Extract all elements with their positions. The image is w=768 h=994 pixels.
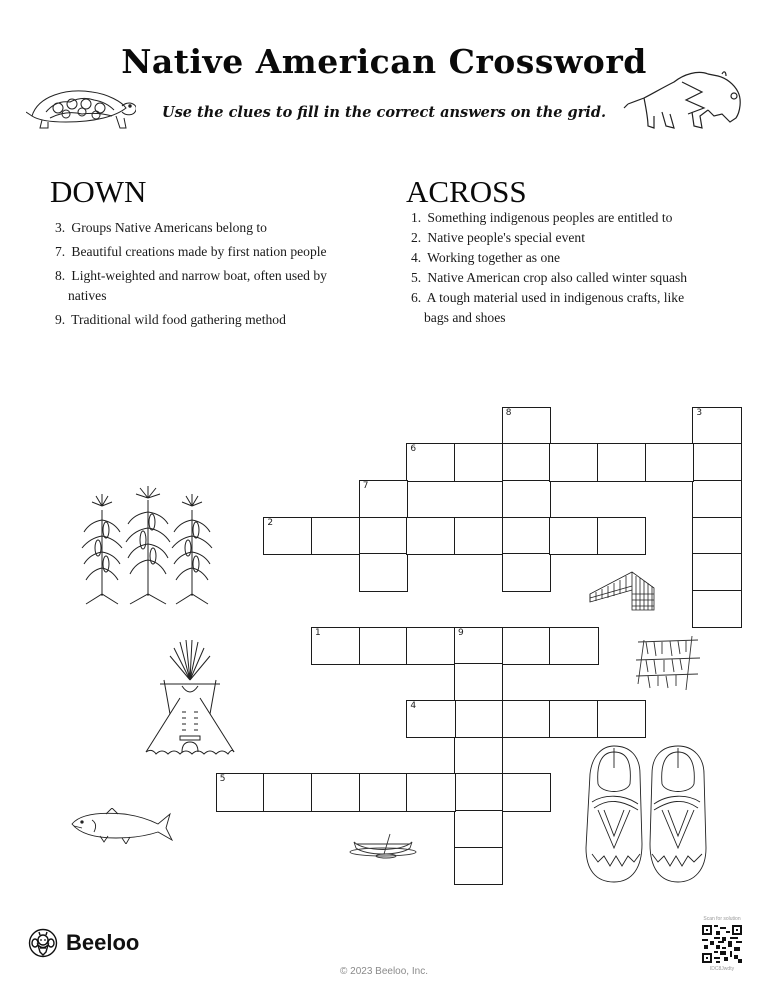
crossword-cell[interactable]: [454, 737, 503, 775]
clue-number: 2: [267, 517, 274, 528]
crossword-cell[interactable]: [549, 517, 598, 555]
clue-number: 3: [696, 407, 703, 418]
salmon-illustration: [70, 808, 174, 844]
corn-illustration: [80, 486, 220, 606]
crossword-cell[interactable]: [597, 443, 646, 481]
crossword-cell[interactable]: [263, 773, 312, 811]
canoe-illustration: [348, 832, 418, 860]
across-clue: 2. Native people's special event: [411, 230, 585, 245]
crossword-cell[interactable]: [216, 773, 265, 811]
page-title: Native American Crossword: [121, 42, 647, 81]
crossword-cell[interactable]: [692, 480, 741, 518]
crossword-cell[interactable]: [549, 700, 598, 738]
crossword-cell[interactable]: [311, 517, 360, 555]
crossword-cell[interactable]: [502, 553, 551, 591]
crossword-cell[interactable]: [454, 517, 503, 555]
crossword-cell[interactable]: [549, 443, 598, 481]
crossword-cell[interactable]: [454, 443, 503, 481]
crossword-cell[interactable]: [597, 700, 646, 738]
down-clue: 7. Beautiful creations made by first nation people: [55, 244, 327, 259]
turtle-icon: [26, 82, 136, 134]
bison-illustration: [622, 62, 758, 134]
tipi-illustration: [140, 636, 240, 760]
longhouse-icon: [588, 568, 656, 612]
crossword-cell[interactable]: [406, 517, 455, 555]
clue-number: 9: [458, 627, 464, 638]
down-clue: 9. Traditional wild food gathering method: [55, 312, 286, 327]
clue-number: 8: [505, 407, 512, 418]
crossword-cell[interactable]: [406, 627, 455, 665]
bee-icon: [28, 928, 58, 958]
qr-code-id: IDC8Jwdty: [709, 966, 735, 972]
crossword-cell[interactable]: [502, 443, 551, 481]
across-heading: ACROSS: [406, 174, 527, 209]
brand-name: Beeloo: [66, 930, 140, 955]
down-clue: 8. Light-weighted and narrow boat, often used by natives: [55, 268, 327, 303]
crossword-cell[interactable]: [454, 810, 503, 848]
moccasins-illustration: [584, 744, 708, 884]
crossword-cell[interactable]: [502, 627, 551, 665]
crossword-cell[interactable]: [359, 517, 408, 555]
beeloo-logo: [28, 928, 139, 958]
crossword-cell[interactable]: [502, 700, 551, 738]
crossword-cell[interactable]: [359, 553, 408, 591]
crossword-cell[interactable]: [692, 443, 741, 481]
crossword-cell[interactable]: [692, 553, 741, 591]
crossword-cell[interactable]: [311, 773, 360, 811]
across-clue: 4. Working together as one: [411, 250, 561, 265]
crossword-cell[interactable]: [645, 443, 694, 481]
crossword-cell[interactable]: [454, 627, 503, 665]
crossword-cell[interactable]: [454, 847, 503, 885]
crossword-cell[interactable]: [549, 627, 598, 665]
drying-rack-icon: [636, 634, 702, 692]
down-heading: DOWN: [50, 174, 147, 209]
copyright: © 2023 Beeloo, Inc.: [340, 966, 428, 977]
crossword-cell[interactable]: [692, 517, 741, 555]
crossword-cell[interactable]: [359, 480, 408, 518]
page-subtitle: Use the clues to fill in the correct answers on the grid.: [161, 104, 607, 121]
turtle-illustration: [26, 82, 136, 134]
moccasins-icon: [584, 744, 708, 884]
clue-number: 4: [410, 701, 417, 712]
across-clue: 5. Native American crop also called winter squash: [411, 270, 688, 285]
crossword-cell[interactable]: [454, 700, 503, 738]
clue-number: 1: [315, 627, 321, 638]
clue-number: 5: [219, 774, 226, 785]
down-clue: 3. Groups Native Americans belong to: [55, 220, 267, 235]
solution-qr-code[interactable]: [702, 925, 742, 963]
crossword-cell[interactable]: [406, 443, 455, 481]
crossword-cell[interactable]: [406, 773, 455, 811]
canoe-icon: [348, 832, 418, 860]
crossword-cell[interactable]: [359, 773, 408, 811]
drying-rack-illustration: [636, 634, 702, 692]
across-clue: 6. A tough material used in indigenous crafts, like bags and shoes: [411, 290, 685, 325]
crossword-cell[interactable]: [406, 700, 455, 738]
crossword-cell[interactable]: [454, 773, 503, 811]
clue-number: 7: [362, 481, 369, 492]
crossword-cell[interactable]: [502, 480, 551, 518]
crossword-cell[interactable]: [502, 407, 551, 445]
crossword-cell[interactable]: [454, 663, 503, 701]
clue-number: 6: [410, 444, 417, 455]
across-clue-list: [411, 208, 701, 328]
crossword-cell[interactable]: [692, 407, 741, 445]
crossword-cell[interactable]: [692, 590, 741, 628]
crossword-cell[interactable]: [502, 517, 551, 555]
down-clue-list: [55, 218, 345, 334]
corn-icon: [80, 486, 220, 606]
tipi-icon: [140, 636, 240, 760]
crossword-cell[interactable]: [597, 517, 646, 555]
qr-label: Scan for solution: [703, 916, 741, 922]
longhouse-illustration: [588, 568, 656, 612]
bison-icon: [622, 62, 758, 134]
across-clue: 1. Something indigenous peoples are entitled to: [411, 210, 673, 225]
salmon-icon: [70, 808, 174, 844]
crossword-cell[interactable]: [311, 627, 360, 665]
qr-code-icon: [702, 925, 742, 963]
crossword-cell[interactable]: [359, 627, 408, 665]
crossword-cell[interactable]: [263, 517, 312, 555]
crossword-cell[interactable]: [502, 773, 551, 811]
